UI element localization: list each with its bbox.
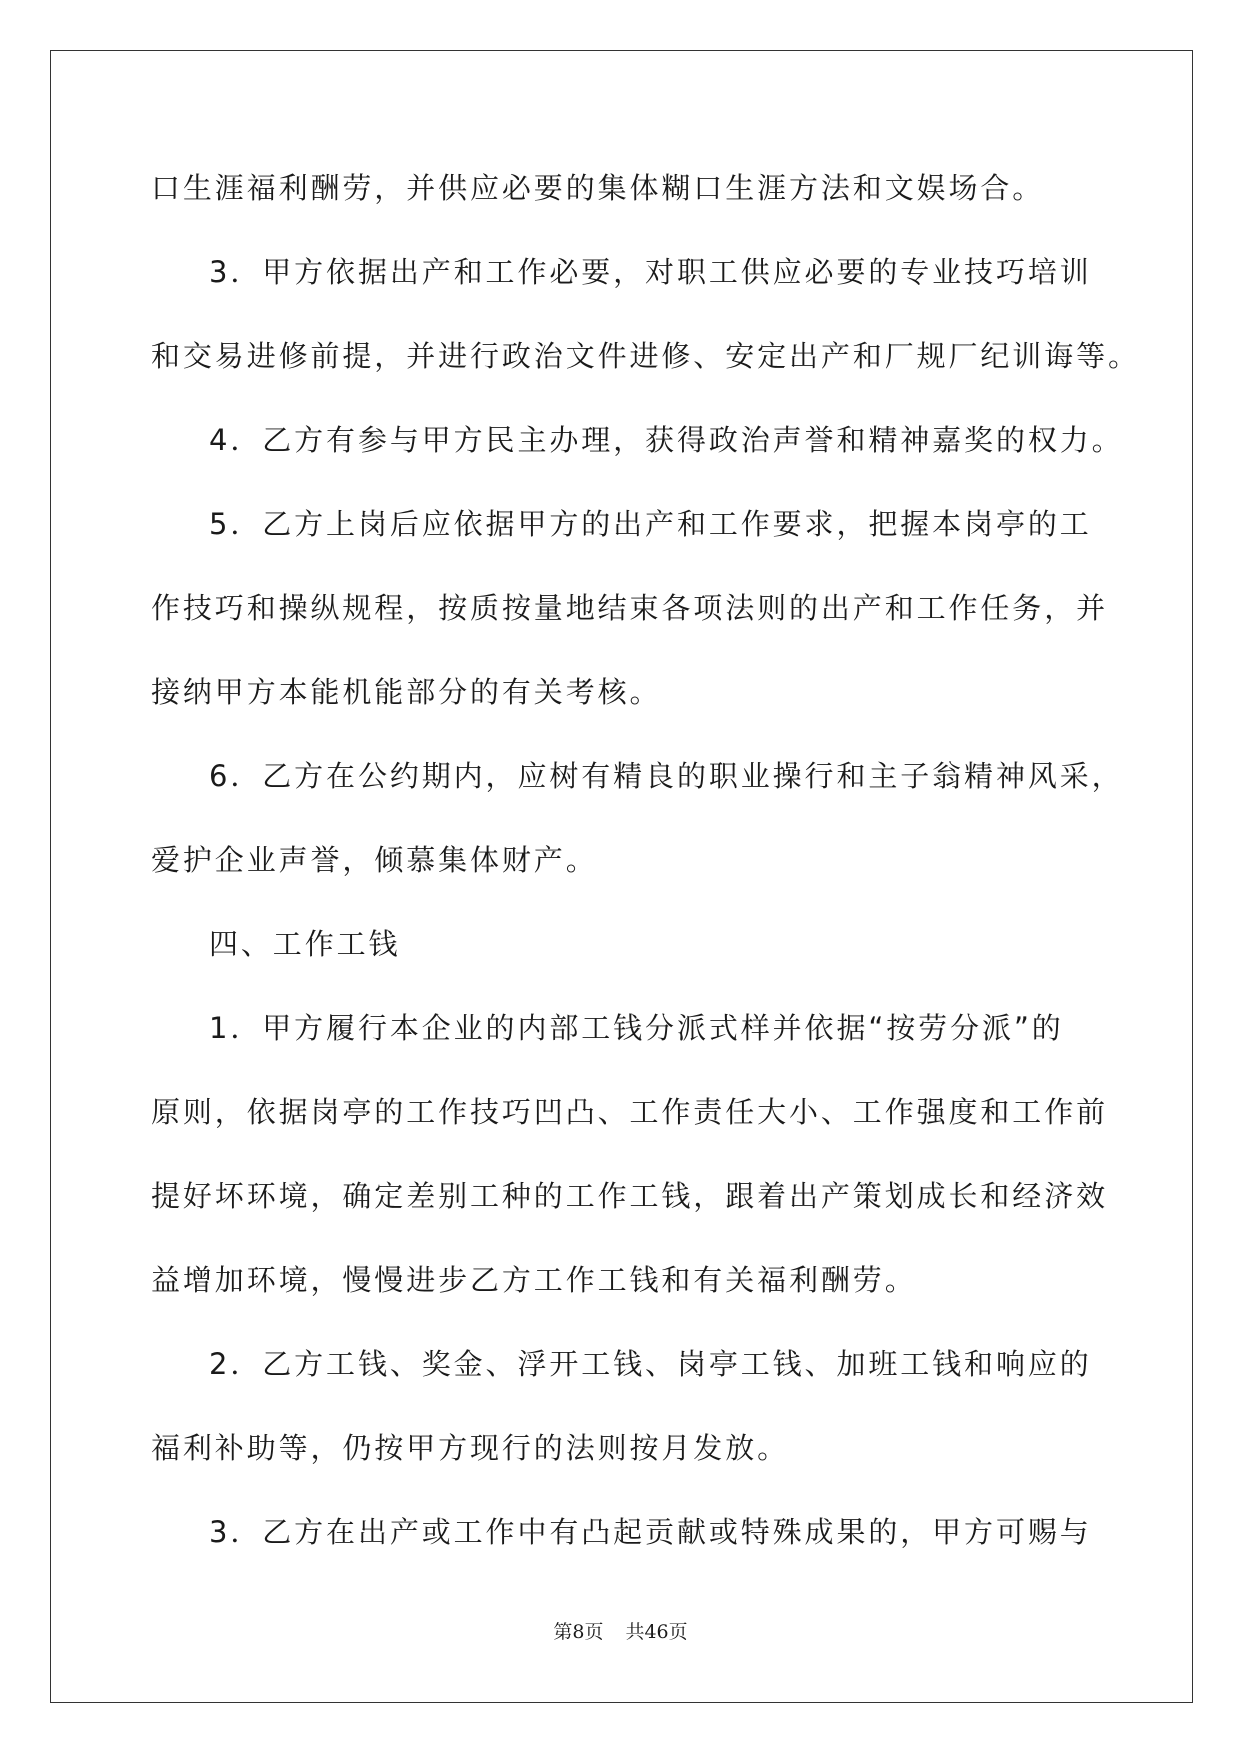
text-line-11: 1．甲方履行本企业的内部工钱分派式样并依据“按劳分派”的	[209, 1011, 1064, 1045]
text-line-13: 提好坏环境，确定差别工种的工作工钱，跟着出产策划成长和经济效	[151, 1179, 1109, 1213]
text-line-2: 3．甲方依据出产和工作必要，对职工供应必要的专业技巧培训	[209, 255, 1092, 289]
text-line-1: 口生涯福利酬劳，并供应必要的集体糊口生涯方法和文娱场合。	[151, 171, 1045, 205]
text-line-14: 益增加环境，慢慢进步乙方工作工钱和有关福利酬劳。	[151, 1263, 917, 1297]
text-line-3: 和交易进修前提，并进行政治文件进修、安定出产和厂规厂纪训诲等。	[151, 339, 1140, 373]
text-line-5: 5．乙方上岗后应依据甲方的出产和工作要求，把握本岗亭的工	[209, 507, 1092, 541]
text-line-15: 2．乙方工钱、奖金、浮开工钱、岗亭工钱、加班工钱和响应的	[209, 1347, 1092, 1381]
total-page-count: 共46页	[625, 1621, 688, 1643]
text-line-12: 原则，依据岗亭的工作技巧凹凸、工作责任大小、工作强度和工作前	[151, 1095, 1109, 1129]
current-page-number: 第8页	[553, 1621, 604, 1643]
text-line-17: 3．乙方在出产或工作中有凸起贡献或特殊成果的，甲方可赐与	[209, 1515, 1092, 1549]
text-line-8: 6．乙方在公约期内，应树有精良的职业操行和主子翁精神风采，	[209, 759, 1124, 793]
text-line-16: 福利补助等，仍按甲方现行的法则按月发放。	[151, 1431, 790, 1465]
text-line-9: 爱护企业声誉，倾慕集体财产。	[151, 843, 598, 877]
text-line-4: 4．乙方有参与甲方民主办理，获得政治声誉和精神嘉奖的权力。	[209, 423, 1124, 457]
section-heading: 四、工作工钱	[209, 927, 401, 961]
text-line-7: 接纳甲方本能机能部分的有关考核。	[151, 675, 662, 709]
page-footer	[0, 1617, 1241, 1644]
document-body	[151, 160, 1140, 1588]
text-line-6: 作技巧和操纵规程，按质按量地结束各项法则的出产和工作任务，并	[151, 591, 1109, 625]
